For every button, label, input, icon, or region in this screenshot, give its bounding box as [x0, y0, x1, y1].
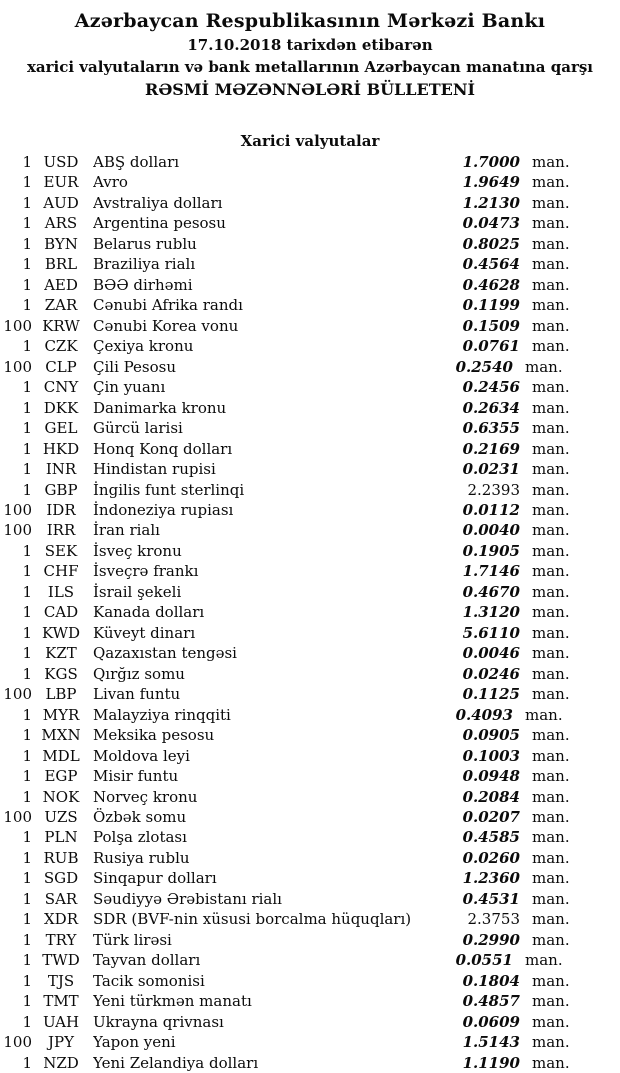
currency-quantity: 100 — [3, 521, 32, 540]
currency-quantity: 1 — [22, 869, 32, 888]
bank-name-title: Azərbaycan Respublikasının Mərkəzi Bankı — [74, 10, 546, 32]
currency-code: TJS — [47, 971, 75, 990]
currency-code: TRY — [45, 930, 77, 949]
currency-quantity: 1 — [22, 296, 32, 315]
currency-row — [0, 275, 620, 295]
currency-code: XDR — [44, 910, 78, 929]
exchange-rate: 0.1804 — [462, 971, 520, 990]
currency-row — [0, 152, 620, 172]
currency-code: CZK — [44, 337, 78, 356]
currency-row — [0, 418, 620, 438]
currency-name: Argentina pesosu — [93, 214, 226, 233]
currency-name: Braziliya rialı — [93, 255, 196, 274]
unit-label: man. — [532, 460, 570, 479]
unit-label: man. — [532, 603, 570, 622]
currency-quantity: 1 — [22, 234, 32, 253]
currency-name: Küveyt dinarı — [93, 623, 196, 642]
currency-quantity: 100 — [3, 500, 32, 519]
currency-code: GBP — [44, 480, 78, 499]
unit-label: man. — [532, 398, 570, 417]
currency-row — [0, 357, 620, 377]
currency-code: ZAR — [44, 296, 78, 315]
exchange-rate: 0.4670 — [462, 582, 520, 601]
exchange-rate: 0.2634 — [462, 398, 520, 417]
unit-label: man. — [532, 480, 570, 499]
currency-code: CNY — [43, 378, 79, 397]
currency-quantity: 1 — [22, 460, 32, 479]
unit-label: man. — [525, 705, 563, 724]
currency-code: MXN — [41, 726, 81, 745]
currency-quantity: 1 — [22, 828, 32, 847]
unit-label: man. — [532, 828, 570, 847]
unit-label: man. — [532, 193, 570, 212]
currency-code: SEK — [44, 541, 78, 560]
currency-name: İran rialı — [93, 521, 160, 540]
currency-row — [0, 991, 620, 1011]
unit-label: man. — [532, 234, 570, 253]
currency-quantity: 100 — [3, 808, 32, 826]
currency-code: KZT — [45, 644, 77, 663]
bulletin-title: RƏSMİ MƏZƏNNƏLƏRİ BÜLLETENİ — [145, 80, 475, 99]
exchange-rate: 0.0046 — [462, 644, 520, 663]
exchange-rate: 2.3753 — [467, 910, 520, 929]
unit-label: man. — [532, 685, 570, 704]
currency-code: HKD — [42, 439, 80, 458]
currency-quantity: 1 — [22, 746, 32, 765]
currency-name: Danimarka kronu — [93, 398, 227, 417]
currency-quantity: 1 — [22, 337, 32, 356]
unit-label: man. — [532, 173, 570, 192]
currency-code: SAR — [44, 889, 78, 908]
currency-quantity: 100 — [3, 1033, 32, 1052]
unit-label: man. — [532, 275, 570, 294]
currency-quantity: 1 — [22, 726, 32, 745]
currency-quantity: 1 — [22, 480, 32, 499]
currency-name: İsveçrə frankı — [93, 562, 199, 581]
currency-name: Avro — [93, 173, 128, 192]
currency-name: Tacik somonisi — [93, 971, 205, 990]
currency-code: CLP — [45, 357, 77, 376]
unit-label: man. — [532, 337, 570, 356]
currency-quantity: 1 — [22, 889, 32, 908]
currency-row — [0, 439, 620, 459]
currency-code: TMT — [43, 992, 79, 1011]
currency-quantity: 1 — [22, 910, 32, 929]
currency-row — [0, 848, 620, 868]
currency-row — [0, 787, 620, 807]
currency-quantity: 1 — [22, 971, 32, 990]
unit-label: man. — [532, 214, 570, 233]
unit-label: man. — [525, 951, 563, 970]
unit-label: man. — [532, 664, 570, 683]
exchange-rate: 0.4093 — [455, 705, 513, 724]
exchange-rate: 0.0609 — [462, 1012, 520, 1031]
currency-name: Ukrayna qrivnası — [93, 1012, 224, 1031]
currency-quantity: 1 — [22, 767, 32, 786]
currency-code: CAD — [43, 603, 79, 622]
unit-label: man. — [532, 316, 570, 335]
currency-quantity: 100 — [3, 316, 32, 335]
subject-line: xarici valyutaların və bank metallarının Azərbaycan manatına qarşı — [26, 58, 594, 76]
currency-name: Belarus rublu — [93, 234, 197, 253]
currency-row — [0, 520, 620, 540]
exchange-rate: 0.0112 — [462, 500, 520, 519]
exchange-rate: 0.4628 — [462, 275, 520, 294]
currency-row — [0, 1053, 620, 1073]
currency-quantity: 1 — [22, 378, 32, 397]
currency-name: İndoneziya rupiası — [93, 500, 234, 519]
currency-name: Rusiya rublu — [93, 848, 190, 867]
currency-quantity: 1 — [22, 930, 32, 949]
currency-code: EUR — [43, 173, 79, 192]
currency-quantity: 1 — [22, 193, 32, 212]
exchange-rate: 0.2540 — [455, 357, 513, 376]
unit-label: man. — [532, 500, 570, 519]
currency-quantity: 1 — [22, 992, 32, 1011]
currency-quantity: 1 — [22, 644, 32, 663]
currency-code: JPY — [47, 1033, 74, 1052]
currency-row — [0, 909, 620, 929]
currency-name: Tayvan dolları — [93, 951, 201, 970]
currency-code: UZS — [44, 808, 78, 826]
currency-code: ARS — [44, 214, 78, 233]
currency-quantity: 1 — [22, 787, 32, 806]
exchange-rate: 0.1509 — [462, 316, 520, 335]
exchange-rate: 0.0905 — [462, 726, 520, 745]
unit-label: man. — [532, 541, 570, 560]
unit-label: man. — [532, 296, 570, 315]
exchange-rate: 0.0761 — [462, 337, 520, 356]
unit-label: man. — [532, 869, 570, 888]
currency-name: Sinqapur dolları — [93, 869, 217, 888]
currency-quantity: 1 — [22, 1053, 32, 1072]
exchange-rate: 1.2130 — [462, 193, 520, 212]
currency-row — [0, 807, 620, 827]
exchange-rate: 0.2990 — [462, 930, 520, 949]
currency-row — [0, 213, 620, 233]
currency-row — [0, 480, 620, 500]
currency-name: Çexiya kronu — [93, 337, 194, 356]
currency-name: Yapon yeni — [93, 1033, 176, 1052]
currency-quantity: 1 — [22, 582, 32, 601]
currency-row — [0, 398, 620, 418]
currency-quantity: 100 — [3, 685, 32, 704]
currency-name: Qırğız somu — [93, 664, 185, 683]
currency-code: IRR — [46, 521, 76, 540]
currency-row — [0, 705, 620, 725]
exchange-rate: 0.0040 — [462, 521, 520, 540]
currency-row — [0, 234, 620, 254]
currency-quantity: 1 — [22, 848, 32, 867]
exchange-rate: 0.4531 — [462, 889, 520, 908]
currency-name: ABŞ dolları — [93, 153, 180, 171]
exchange-rate: 0.2169 — [462, 439, 520, 458]
currency-name: Səudiyyə Ərəbistanı rialı — [93, 889, 282, 908]
currency-quantity: 1 — [22, 173, 32, 192]
currency-name: Cənubi Afrika randı — [93, 296, 243, 315]
currency-row — [0, 254, 620, 274]
exchange-rate: 1.7000 — [462, 153, 520, 171]
currency-name: İsveç kronu — [93, 541, 182, 560]
currency-quantity: 1 — [22, 275, 32, 294]
unit-label: man. — [532, 562, 570, 581]
unit-label: man. — [532, 746, 570, 765]
currency-name: Çin yuanı — [93, 378, 166, 397]
currency-code: INR — [45, 460, 77, 479]
exchange-rate: 0.0948 — [462, 767, 520, 786]
currency-row — [0, 1012, 620, 1032]
currency-name: İsrail şekeli — [93, 582, 182, 601]
currency-quantity: 1 — [22, 398, 32, 417]
currency-quantity: 1 — [22, 439, 32, 458]
exchange-rate: 0.0551 — [455, 951, 513, 970]
currency-code: KWD — [41, 623, 81, 642]
currency-quantity: 1 — [22, 705, 32, 724]
currency-code: UAH — [42, 1012, 80, 1031]
currency-quantity: 1 — [22, 562, 32, 581]
unit-label: man. — [532, 889, 570, 908]
currency-name: Gürcü larisi — [93, 419, 183, 438]
unit-label: man. — [532, 787, 570, 806]
currency-row — [0, 172, 620, 192]
currency-code: SGD — [43, 869, 79, 888]
currency-name: Cənubi Korea vonu — [93, 316, 239, 335]
currency-row — [0, 336, 620, 356]
currency-row — [0, 1032, 620, 1052]
currency-quantity: 1 — [22, 541, 32, 560]
currency-name: Meksika pesosu — [93, 726, 215, 745]
currency-row — [0, 193, 620, 213]
exchange-rate: 0.4585 — [462, 828, 520, 847]
document-header — [0, 0, 620, 101]
unit-label: man. — [532, 992, 570, 1011]
exchange-rate: 1.9649 — [462, 173, 520, 192]
unit-label: man. — [532, 848, 570, 867]
currency-code: LBP — [45, 685, 77, 704]
currency-quantity: 1 — [22, 153, 32, 171]
currency-row — [0, 950, 620, 970]
currency-code: AUD — [43, 193, 79, 212]
currency-name: SDR (BVF-nin xüsusi borcalma hüquqları) — [93, 910, 412, 929]
currency-code: AED — [44, 275, 78, 294]
currency-quantity: 1 — [22, 255, 32, 274]
currency-code: PLN — [44, 828, 78, 847]
currency-code: BYN — [44, 234, 78, 253]
unit-label: man. — [532, 910, 570, 929]
currency-code: CHF — [43, 562, 79, 581]
currency-row — [0, 500, 620, 520]
currency-code: USD — [43, 153, 79, 171]
currency-name: BƏƏ dirhəmi — [93, 275, 193, 294]
currency-code: GEL — [44, 419, 78, 438]
currency-code: KRW — [42, 316, 80, 335]
unit-label: man. — [532, 153, 570, 171]
currency-row — [0, 766, 620, 786]
exchange-rate: 0.1199 — [462, 296, 520, 315]
currency-name: Qazaxıstan tengəsi — [93, 644, 237, 663]
exchange-rate: 1.5143 — [462, 1033, 520, 1052]
unit-label: man. — [532, 767, 570, 786]
exchange-rate: 0.4564 — [462, 255, 520, 274]
exchange-rate: 2.2393 — [467, 480, 520, 499]
currency-code: DKK — [43, 398, 79, 417]
exchange-rate: 1.1190 — [462, 1053, 520, 1072]
currency-name: Misir funtu — [93, 767, 179, 786]
currency-code: EGP — [44, 767, 78, 786]
currency-row — [0, 561, 620, 581]
unit-label: man. — [532, 419, 570, 438]
currency-quantity: 1 — [22, 664, 32, 683]
currency-row — [0, 868, 620, 888]
effective-date-line: 17.10.2018 tarixdən etibarən — [187, 36, 433, 54]
currency-row — [0, 725, 620, 745]
exchange-rate: 0.0473 — [462, 214, 520, 233]
currency-quantity: 1 — [22, 419, 32, 438]
rates-table — [0, 152, 620, 1073]
exchange-rate: 0.1905 — [462, 541, 520, 560]
currency-code: NOK — [42, 787, 80, 806]
currency-quantity: 1 — [22, 214, 32, 233]
unit-label: man. — [532, 1033, 570, 1052]
unit-label: man. — [532, 378, 570, 397]
currency-row — [0, 582, 620, 602]
unit-label: man. — [532, 623, 570, 642]
currency-row — [0, 971, 620, 991]
unit-label: man. — [532, 644, 570, 663]
currency-name: Polşa zlotası — [93, 828, 187, 847]
exchange-rate: 5.6110 — [462, 623, 520, 642]
currency-code: RUB — [43, 848, 79, 867]
unit-label: man. — [532, 582, 570, 601]
exchange-rate: 0.0207 — [462, 808, 520, 826]
section-title-foreign-currencies: Xarici valyutalar — [240, 132, 380, 150]
currency-row — [0, 602, 620, 622]
currency-name: Çili Pesosu — [93, 357, 177, 376]
currency-code: NZD — [43, 1053, 79, 1072]
exchange-rate: 0.8025 — [462, 234, 520, 253]
exchange-rate: 1.2360 — [462, 869, 520, 888]
currency-name: Yeni türkmən manatı — [93, 992, 252, 1011]
unit-label: man. — [532, 930, 570, 949]
exchange-rate: 1.7146 — [462, 562, 520, 581]
exchange-rate: 0.0246 — [462, 664, 520, 683]
currency-quantity: 100 — [3, 357, 32, 376]
currency-row — [0, 541, 620, 561]
currency-code: IDR — [46, 500, 76, 519]
unit-label: man. — [532, 521, 570, 540]
currency-row — [0, 643, 620, 663]
exchange-rate: 0.0231 — [462, 460, 520, 479]
exchange-rate: 1.3120 — [462, 603, 520, 622]
exchange-rate: 0.2084 — [462, 787, 520, 806]
currency-row — [0, 377, 620, 397]
currency-name: Özbək somu — [93, 808, 187, 826]
exchange-rate: 0.1003 — [462, 746, 520, 765]
currency-row — [0, 930, 620, 950]
exchange-rate: 0.2456 — [462, 378, 520, 397]
exchange-rate: 0.0260 — [462, 848, 520, 867]
currency-code: MDL — [42, 746, 80, 765]
currency-name: Türk lirəsi — [93, 930, 172, 949]
currency-quantity: 1 — [22, 603, 32, 622]
currency-name: Norveç kronu — [93, 787, 198, 806]
currency-code: ILS — [47, 582, 75, 601]
currency-quantity: 1 — [22, 1012, 32, 1031]
currency-quantity: 1 — [22, 623, 32, 642]
currency-code: TWD — [42, 951, 80, 970]
currency-name: Hindistan rupisi — [93, 460, 216, 479]
currency-name: Kanada dolları — [93, 603, 205, 622]
currency-code: BRL — [44, 255, 78, 274]
currency-row — [0, 827, 620, 847]
currency-row — [0, 316, 620, 336]
currency-code: MYR — [42, 705, 80, 724]
exchange-rate: 0.1125 — [462, 685, 520, 704]
currency-name: Moldova leyi — [93, 746, 190, 765]
currency-name: İngilis funt sterlinqi — [93, 480, 245, 499]
currency-row — [0, 889, 620, 909]
currency-row — [0, 746, 620, 766]
currency-name: Livan funtu — [93, 685, 181, 704]
unit-label: man. — [532, 255, 570, 274]
currency-code: KGS — [44, 664, 78, 683]
unit-label: man. — [532, 726, 570, 745]
unit-label: man. — [532, 1012, 570, 1031]
unit-label: man. — [525, 357, 563, 376]
currency-quantity: 1 — [22, 951, 32, 970]
unit-label: man. — [532, 439, 570, 458]
currency-name: Yeni Zelandiya dolları — [93, 1053, 259, 1072]
unit-label: man. — [532, 808, 570, 826]
currency-name: Avstraliya dolları — [93, 193, 223, 212]
unit-label: man. — [532, 971, 570, 990]
currency-name: Honq Konq dolları — [93, 439, 233, 458]
exchange-rate: 0.6355 — [462, 419, 520, 438]
currency-row — [0, 623, 620, 643]
currency-row — [0, 295, 620, 315]
currency-row — [0, 459, 620, 479]
currency-name: Malayziya rinqqiti — [93, 705, 231, 724]
unit-label: man. — [532, 1053, 570, 1072]
currency-row — [0, 664, 620, 684]
currency-row — [0, 684, 620, 704]
exchange-rate: 0.4857 — [462, 992, 520, 1011]
